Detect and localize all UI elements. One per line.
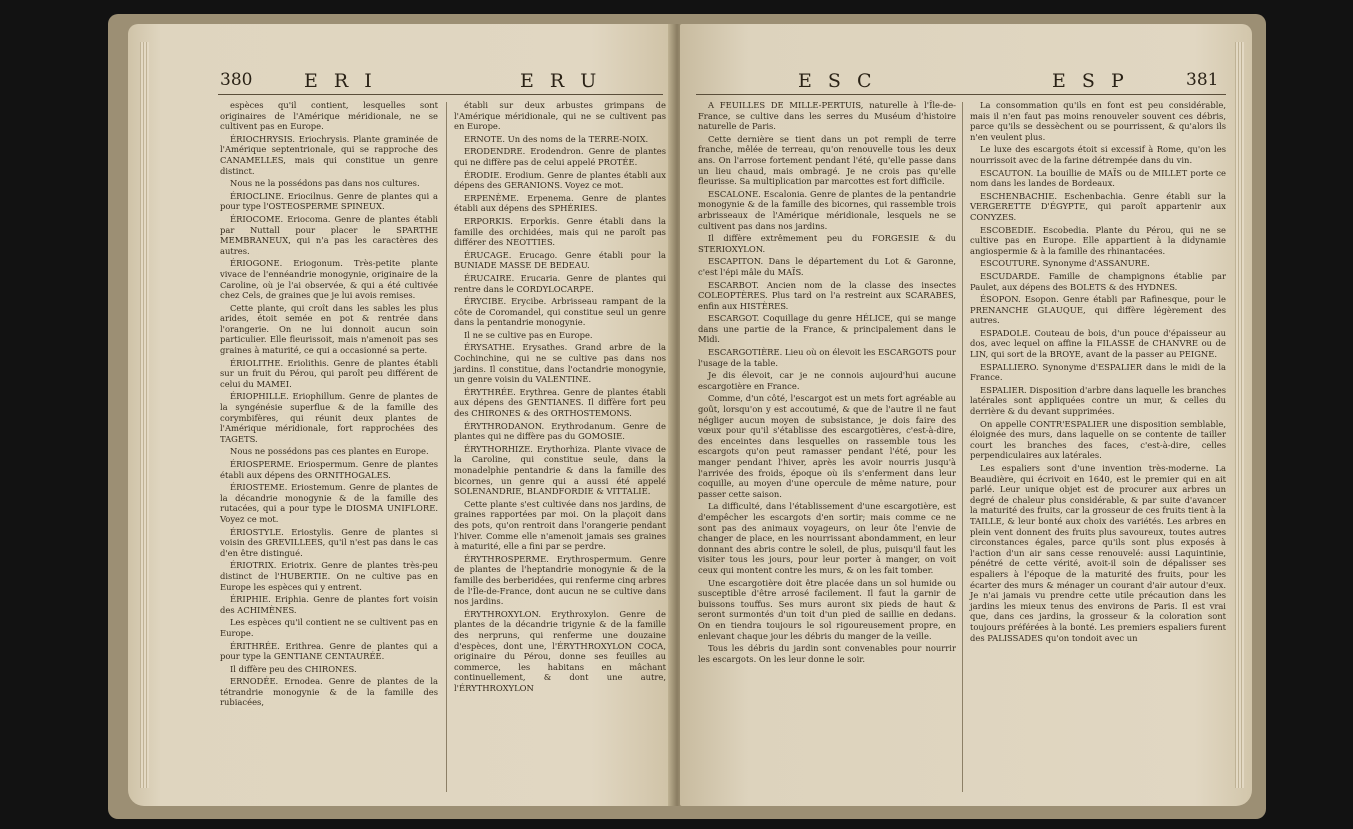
entry-paragraph: ESPALIER. Disposition d'arbre dans laquelle les branches latérales sont appliquées contre un mur, & celles du derrière & du devant supprimées. — [970, 384, 1226, 417]
entry-paragraph: ERODENDRE. Erodendron. Genre de plantes qui ne diffère pas de celui appelé PROTÉE. — [454, 146, 666, 167]
entry-paragraph: On appelle CONTR'ESPALIER une disposition semblable, éloignée des murs, dans laquelle on se contente de tailler court les branches des faces, c'est-à-dire, celles perpendiculaires aux latérales. — [970, 418, 1226, 461]
entry-paragraph: ÉRYTHORHIZE. Erythorhiza. Plante vivace de la Caroline, qui constitue seule, dans la monadelphie pentandrie & dans la famille des bicornes, un genre qui a aussi été appelé SOLENANDRIE, BLANDFORDIE & VITTALIE. — [454, 443, 666, 497]
entry-paragraph: La consommation qu'ils en font est peu considérable, mais il n'en faut pas moins renouveler souvent ces débris, parce qu'ils se dessèchent ou se pourrissent, & qu'alors ils n'en veulent plus. — [970, 100, 1226, 142]
entry-paragraph: ERPENÈME. Erpenema. Genre de plantes établi aux dépens des SPHÉRIES. — [454, 192, 666, 214]
entry-paragraph: Nous ne possédons pas ces plantes en Europe. — [230, 446, 429, 457]
entry-paragraph: ÉRIOSTEME. Eriostemum. Genre de plantes de la décandrie monogynie & de la famille des rutacées, qui a pour type le DIOSMA UNIFLORE. Voyez ce mot. — [220, 482, 438, 524]
entry-paragraph: ESCOBEDIE. Escobedia. Plante du Pérou, qui ne se cultive pas en Europe. Elle appartient à la didynamie angiospermie & à la famille des rhinantacées. — [970, 224, 1226, 256]
entry-paragraph: Cette plante s'est cultivée dans nos jardins, de graines rapportées par moi. On la plaçoit dans des pots, qu'on rentroit dans l'orangerie pendant l'hiver. Comme elle n'amenoit jamais ses graines à maturité, elle a fini par se perdre. — [454, 498, 666, 552]
entry-paragraph: Il diffère extrêmement peu du FORGESIE & du STERIOXYLON. — [698, 233, 956, 254]
column-divider — [446, 102, 447, 792]
running-head-eru: E R U — [520, 70, 602, 92]
entry-paragraph: ÉRIOGONE. Eriogonum. Très-petite plante vivace de l'ennéandrie monogynie, originaire de la Caroline, où je l'ai observée, & qui a été cultivée chez Cels, de graines que je lui avois remises. — [220, 258, 438, 301]
open-book — [108, 14, 1266, 819]
entry-paragraph: ÉRYTHRODANON. Erythrodanum. Genre de plantes qui ne diffère pas du GOMOSIE. — [454, 420, 666, 442]
left-page — [128, 24, 673, 806]
entry-paragraph: Le luxe des escargots étoit si excessif à Rome, qu'on les nourrissoit avec de la farine détrempée dans du vin. — [970, 144, 1226, 165]
entry-paragraph: ÉRIOSTYLE. Eriostylis. Genre de plantes si voisin des GREVILLEES, qu'il n'est pas dans le cas d'en être distingué. — [220, 526, 438, 558]
entry-paragraph: ESCARGOTIÈRE. Lieu où on élevoit les ESCARGOTS pour l'usage de la table. — [698, 347, 956, 368]
left-column-2 — [454, 100, 666, 695]
entry-paragraph: ÉRIOCOME. Eriocoma. Genre de plantes établi par Nuttall pour placer le SPARTHE MEMBRANEUX, qui n'a pas les caractères des autres. — [220, 213, 438, 256]
entry-paragraph: ESCAUTON. La bouillie de MAÏS ou de MILLET porte ce nom dans les landes de Bordeaux. — [970, 167, 1226, 189]
entry-paragraph: ERNODÉE. Ernodea. Genre de plantes de la tétrandrie monogynie & de la famille des rubiacées, — [220, 676, 438, 708]
page-number-left: 380 — [220, 70, 253, 90]
entry-paragraph: Nous ne la possédons pas dans nos cultures. — [230, 178, 420, 189]
entry-paragraph: Cette dernière se tient dans un pot rempli de terre franche, mêlée de terreau, qu'on renouvelle tous les deux ans. On l'arrose fortement pendant l'été, qu'elle passe dans un lieu chaud, mais ombragé. Je ne crois pas qu'elle fleurisse. Sa multiplication par marcottes est fort difficile. — [698, 133, 956, 187]
entry-paragraph: ÉRUCAIRE. Erucaria. Genre de plantes qui rentre dans le CORDYLOCARPE. — [454, 272, 666, 294]
entry-paragraph: ÉRYTHROXYLON. Erythroxylon. Genre de plantes de la décandrie trigynie & de la famille des nerpruns, qui renferme une douzaine d'espèces, dont une, l'ÉRYTHROXYLON COCA, originaire du Pérou, donne ses feuilles au commerce, les habitans en mâchant continuellement, & dont une autre, l'ÉRYTHROXYLON — [454, 608, 666, 693]
right-column-1 — [698, 100, 956, 666]
right-column-2 — [970, 100, 1226, 645]
entry-paragraph: Cette plante, qui croît dans les sables les plus arides, étoit semée en pot & rentrée dans l'orangerie. On ne lui donnoit aucun soin particulier. Elle fleurissoit, mais n'amenoit pas ses graines à maturité, ce qui a occasionné sa perte. — [220, 302, 438, 356]
column-divider — [962, 102, 963, 792]
right-page — [680, 24, 1252, 806]
entry-paragraph: ESCAPITON. Dans le département du Lot & Garonne, c'est l'épi mâle du MAÏS. — [698, 256, 956, 277]
entry-paragraph: établi sur deux arbustes grimpans de l'Amérique méridionale, qui ne se cultivent pas en Europe. — [454, 100, 666, 132]
entry-paragraph: ESCUDARDE. Famille de champignons établie par Paulet, aux dépens des BOLETS & des HYDNES. — [970, 270, 1226, 292]
entry-paragraph: ESCARGOT. Coquillage du genre HÉLICE, qui se mange dans une partie de la France, & principalement dans le Midi. — [698, 313, 956, 345]
left-column-1 — [220, 100, 438, 710]
entry-paragraph: ÉRYCIBE. Erycibe. Arbrisseau rampant de la côte de Coromandel, qui constitue seul un genre dans la pentandrie monogynie. — [454, 296, 666, 328]
entry-paragraph: Une escargotière doit être placée dans un sol humide ou susceptible d'être arrosé facilement. Il faut la garnir de buissons touffus. Ses murs auront six pieds de haut & seront surmontés d'un toit d'un pied de saillie en dedans. On en tiendra toujours le sol rigoureusement propre, en enlevant chaque jour les débris du manger de la veille. — [698, 577, 956, 641]
entry-paragraph: ERPORKIS. Erporkis. Genre établi dans la famille des orchidées, mais qui ne paroît pas différer des NEOTTIES. — [454, 215, 666, 248]
entry-paragraph: Les espèces qu'il contient ne se cultivent pas en Europe. — [220, 617, 438, 638]
entry-paragraph: ÉRYTHROSPERME. Erythrospermum. Genre de plantes de l'heptandrie monogynie & de la famille des berberidées, qui renferme cinq arbres de l'Île-de-France, dont aucun ne se cultive dans nos jardins. — [454, 553, 666, 607]
entry-paragraph: Tous les débris du jardin sont convenables pour nourrir les escargots. On les leur donne le soir. — [698, 643, 956, 664]
running-head-eri: E R I — [304, 70, 377, 92]
entry-paragraph: ÉRIOTRIX. Eriotrix. Genre de plantes très-peu distinct de l'HUBERTIE. On ne cultive pas en Europe les espèces qui y entrent. — [220, 560, 438, 592]
entry-paragraph: La difficulté, dans l'établissement d'une escargotière, est d'empêcher les escargots d'en sortir; mais comme ce ne sont pas des animaux voyageurs, on leur ôte l'envie de changer de place, en les nourrissant abondamment, en leur donnant des abris contre le soleil, de plus, puisqu'il faut les visiter tous les jours, pour leur porter à manger, on voit ceux qui montent contre les murs, & on les fait tomber. — [698, 501, 956, 575]
entry-paragraph: ÉRITHRÉE. Erithrea. Genre de plantes qui a pour type la GENTIANE CENTAURÉE. — [220, 640, 438, 662]
entry-paragraph: ÉRYTHRÉE. Erythrea. Genre de plantes établi aux dépens des GENTIANES. Il diffère fort peu des CHIRONES & des ORTHOSTEMONS. — [454, 386, 666, 419]
entry-paragraph: ÉRODIE. Erodium. Genre de plantes établi aux dépens des GERANIONS. Voyez ce mot. — [454, 169, 666, 191]
entry-paragraph: Il diffère peu des CHIRONES. — [230, 663, 357, 674]
entry-paragraph: Il ne se cultive pas en Europe. — [464, 329, 593, 340]
entry-paragraph: ESCALONE. Escalonia. Genre de plantes de la pentandrie monogynie & de la famille des bicornes, qui rassemble trois arbrisseaux de l'Amérique méridionale, lesquels ne se cultivent pas dans nos jardins. — [698, 188, 956, 231]
entry-paragraph: ÉRUCAGE. Erucago. Genre établi pour la BUNIADE MASSE DE BEDEAU. — [454, 249, 666, 271]
entry-paragraph: ESCHENBACHIE. Eschenbachia. Genre établi sur la VERGERETTE D'ÉGYPTE, qui paroît appartenir aux CONYZES. — [970, 190, 1226, 222]
entry-paragraph: ÉSOPON. Esopon. Genre établi par Rafinesque, pour le PRENANCHE GLAUQUE, qui diffère légèrement des autres. — [970, 294, 1226, 326]
entry-paragraph: ESCOUTURE. Synonyme d'ASSANURE. — [980, 258, 1150, 269]
entry-paragraph: ESCARBOT. Ancien nom de la classe des insectes COLEOPTÈRES. Plus tard on l'a restreint aux SCARABES, enfin aux HISTÈRES. — [698, 279, 956, 311]
entry-paragraph: ÉRIPHIE. Eriphia. Genre de plantes fort voisin des ACHIMÈNES. — [220, 594, 438, 615]
entry-paragraph: ÉRYSATHE. Erysathes. Grand arbre de la Cochinchine, qui ne se cultive pas dans nos jardins. Il constitue, dans l'octandrie monogynie, un genre voisin du VALENTINE. — [454, 342, 666, 385]
header-rule — [696, 94, 1226, 95]
running-head-esp: E S P — [1052, 70, 1129, 92]
entry-paragraph: ESPALLIERO. Synonyme d'ESPALIER dans le midi de la France. — [970, 361, 1226, 383]
entry-paragraph: ÉRIOPHILLE. Eriophillum. Genre de plantes de la syngénésie superflue & de la famille des corymbifères, qui réunit deux plantes de l'Amérique méridionale, fort rapprochées des TAGETS. — [220, 391, 438, 444]
entry-paragraph: ESPADOLE. Couteau de bois, d'un pouce d'épaisseur au dos, avec lequel on affine la FILASSE de CHANVRE ou de LIN, qui sort de la BROYE, avant de la passer au PEIGNE. — [970, 327, 1226, 360]
entry-paragraph: espèces qu'il contient, lesquelles sont originaires de l'Amérique méridionale, ne se cultivent pas en Europe. — [220, 100, 438, 132]
page-number-right: 381 — [1186, 70, 1219, 90]
page-edge — [140, 42, 149, 788]
page-edge — [1235, 42, 1244, 788]
entry-paragraph: ÉRIOCLINE. Eriocilnus. Genre de plantes qui a pour type l'OSTEOSPERME SPINEUX. — [220, 190, 438, 212]
header-rule — [218, 94, 663, 95]
entry-paragraph: A FEUILLES DE MILLE-PERTUIS, naturelle à l'Île-de-France, se cultive dans les serres du Muséum d'histoire naturelle de Paris. — [698, 100, 956, 132]
running-head-esc: E S C — [798, 70, 877, 92]
entry-paragraph: Comme, d'un côté, l'escargot est un mets fort agréable au goût, lorsqu'on y est accoutumé, & que de l'autre il ne faut négliger aucun moyen de subsistance, je dois faire des vœux pour qu'il s'établisse des escargotières, c'est-à-dire, des enceintes dans lesquelles on rassemble tous les escargots qu'on peut ramasser pendant l'été, pour les manger pendant l'hiver, après les avoir nourris jusqu'à l'arrivée des froids, époque où ils s'enferment dans leur coquille, au moyen d'une opercule de même nature, pour passer cette saison. — [698, 393, 956, 499]
entry-paragraph: ERNOTE. Un des noms de la TERRE-NOIX. — [464, 133, 649, 144]
entry-paragraph: Je dis élevoit, car je ne connois aujourd'hui aucune escargotière en France. — [698, 370, 956, 391]
entry-paragraph: ÉRIOLITHE. Eriolithis. Genre de plantes établi sur un fruit du Pérou, qui paroît peu différent de celui du MAMEI. — [220, 357, 438, 389]
entry-paragraph: ÉRIOSPERME. Eriospermum. Genre de plantes établi aux dépens des ORNITHOGALES. — [220, 459, 438, 480]
entry-paragraph: ÉRIOCHRYSIS. Eriochrysis. Plante graminée de l'Amérique septentrionale, qui se rapproche des CANAMELLES, mais qui constitue un genre distinct. — [220, 133, 438, 176]
entry-paragraph: Les espaliers sont d'une invention très-moderne. La Beaudière, qui écrivoit en 1640, est le premier qui en ait parlé. Leur unique objet est de procurer aux arbres un degré de chaleur plus considérable, & par suite d'avancer la maturité des fruits, car la grosseur de ces fruits tient à la TAILLE, & leur bonté aux choix des variétés. Les arbres en plein vent donnent des fruits plus savoureux, toutes autres circonstances égales, parce qu'ils sont plus exposés à l'action d'un air sans cesse renouvelé: aussi Laquintinie, pénétré de cette vérité, avoit-il soin de dépalisser ses espaliers à l'époque de la maturité des fruits, pour les écarter des murs & ménager un courant d'air autour d'eux. Je n'ai jamais vu prendre cette utile précaution dans les jardins les mieux tenus des environs de Paris. Il est vrai que, dans ces jardins, la grosseur & la coloration sont toujours préférées à la bonté. Les premiers espaliers furent des PALISSADES qu'on tondoit avec un — [970, 463, 1226, 643]
